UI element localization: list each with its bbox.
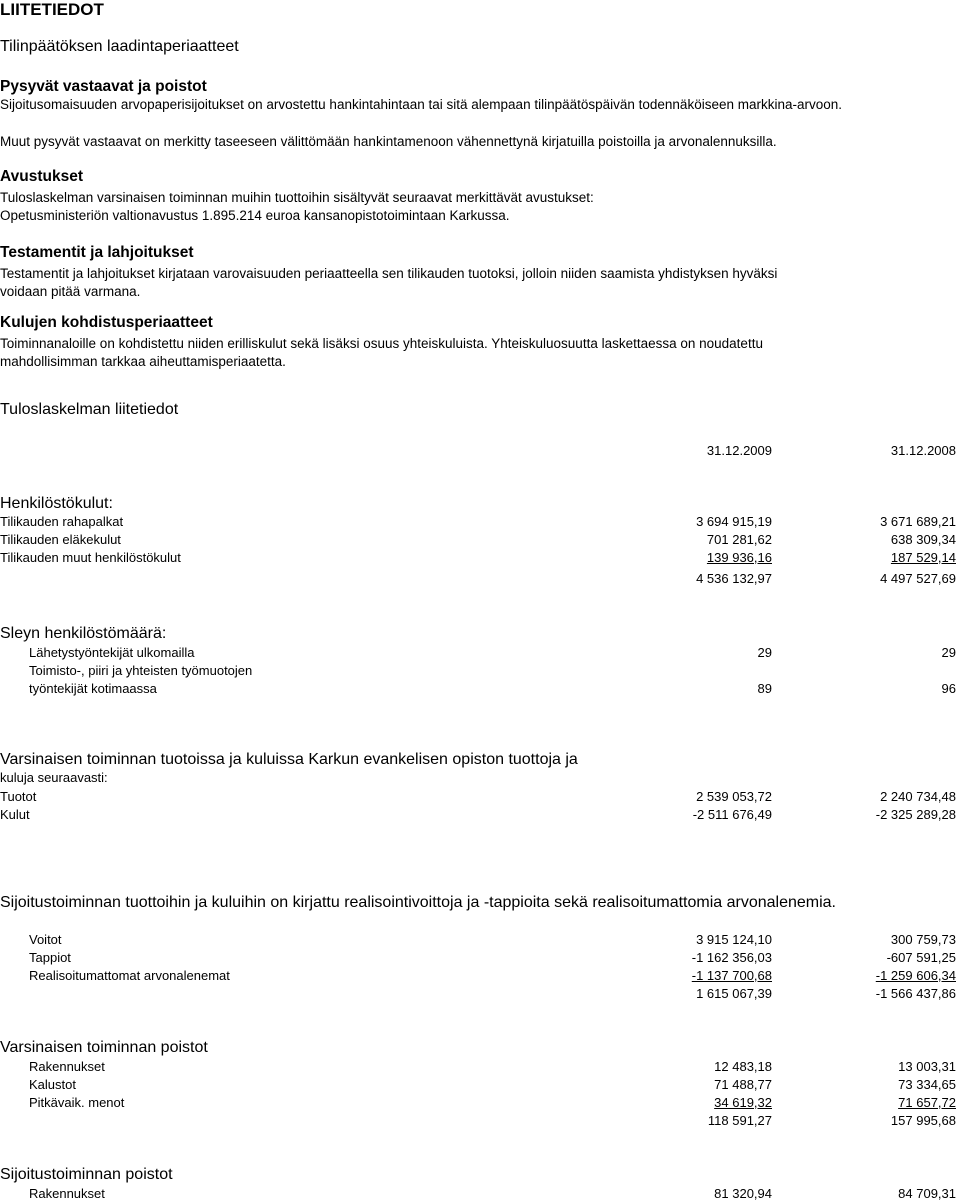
table-cell: 96 [941, 681, 956, 696]
column-header-2009: 31.12.2009 [706, 443, 772, 458]
table-row-label: Tuotot [0, 789, 37, 804]
section-heading: Testamentit ja lahjoitukset [0, 244, 194, 261]
table-cell: 300 759,73 [890, 932, 956, 947]
table-cell [820, 1095, 956, 1110]
table-row-label: Tilikauden rahapalkat [0, 514, 124, 529]
table-cell: -607 591,25 [886, 950, 956, 965]
table-row-label: työntekijät kotimaassa [29, 681, 157, 696]
notes-title: Tuloslaskelman liitetiedot [0, 401, 179, 418]
table-cell-value: 71 657,72 [898, 1095, 956, 1110]
table-cell [820, 968, 956, 983]
table-cell-value: 187 529,14 [890, 550, 956, 565]
table-cell-value: -1 137 700,68 [691, 968, 772, 983]
table-cell: 701 281,62 [706, 532, 772, 547]
table-total: 1 615 067,39 [696, 986, 772, 1001]
table-cell: 84 709,31 [898, 1186, 956, 1201]
section-heading: Pysyvät vastaavat ja poistot [0, 78, 207, 95]
table-cell [640, 968, 772, 983]
table-cell: 2 539 053,72 [696, 789, 772, 804]
section-text: mahdollisimman tarkkaa aiheuttamisperiaatetta. [0, 354, 286, 369]
table-row-label: Tappiot [29, 950, 71, 965]
table-cell-value: 34 619,32 [714, 1095, 772, 1110]
table-cell: 2 240 734,48 [880, 789, 956, 804]
table-cell: -1 162 356,03 [691, 950, 772, 965]
table-row-label: Kulut [0, 807, 30, 822]
table-row-label: Rakennukset [29, 1059, 105, 1074]
table-cell: 71 488,77 [714, 1077, 772, 1092]
table-row-label: Lähetystyöntekijät ulkomailla [29, 645, 195, 660]
section-text: Toiminnanaloille on kohdistettu niiden erilliskulut sekä lisäksi osuus yhteiskuluista. Yhteiskuluosuutta laskettaessa on noudatettu [0, 336, 763, 351]
karkku-title: Varsinaisen toiminnan tuotoissa ja kuluissa Karkun evankelisen opiston tuottoja ja [0, 751, 578, 768]
table-row-label: Voitot [29, 932, 62, 947]
table-cell-value: -1 259 606,34 [875, 968, 956, 983]
table-row-label: Rakennukset [29, 1186, 105, 1201]
table-cell: 81 320,94 [714, 1186, 772, 1201]
section-heading: Avustukset [0, 168, 83, 185]
table-row-label: Realisoitumattomat arvonalenemat [29, 968, 230, 983]
column-header-2008: 31.12.2008 [890, 443, 956, 458]
table-total: 4 536 132,97 [696, 571, 772, 586]
section-text: Tuloslaskelman varsinaisen toiminnan muihin tuottoihin sisältyvät seuraavat merkittävät avustukset: [0, 190, 594, 205]
table-cell [820, 550, 956, 565]
table-cell: 29 [757, 645, 772, 660]
table-row-label: Kalustot [29, 1077, 76, 1092]
table-cell-value: 139 936,16 [706, 550, 772, 565]
section-text: Sijoitusomaisuuden arvopaperisijoitukset on arvostettu hankintahintaan tai sitä alempaan tilinpäätöspäivän todennäköiseen markkina-arvoon. [0, 97, 843, 112]
table-cell: -2 325 289,28 [875, 807, 956, 822]
karkku-subtitle: kuluja seuraavasti: [0, 770, 108, 785]
table-cell: 13 003,31 [898, 1059, 956, 1074]
table-cell: 12 483,18 [714, 1059, 772, 1074]
table-cell [640, 550, 772, 565]
section-text: Testamentit ja lahjoitukset kirjataan varovaisuuden periaatteella sen tilikauden tuotoksi, jolloin niiden saamista yhdistyksen hyväksi [0, 266, 778, 281]
table-row-label: Tilikauden muut henkilöstökulut [0, 550, 181, 565]
table-total: 118 591,27 [707, 1113, 772, 1128]
table-cell: 29 [941, 645, 956, 660]
table-row-label: Toimisto-, piiri ja yhteisten työmuotojen [29, 663, 253, 678]
document-title: LIITETIEDOT [0, 0, 104, 19]
section-text: voidaan pitää varmana. [0, 284, 141, 299]
section-heading: Kulujen kohdistusperiaatteet [0, 314, 213, 331]
table-row-label: Pitkävaik. menot [29, 1095, 125, 1110]
sijpoistot-title: Sijoitustoiminnan poistot [0, 1166, 173, 1183]
table-cell: -2 511 676,49 [692, 807, 772, 822]
table-row-label: Tilikauden eläkekulut [0, 532, 121, 547]
henkilosto-title: Henkilöstökulut: [0, 495, 113, 512]
henkilomaara-title: Sleyn henkilöstömäärä: [0, 625, 167, 642]
table-cell [640, 1095, 772, 1110]
sijoitus-title: Sijoitustoiminnan tuottoihin ja kuluihin on kirjattu realisointivoittoja ja -tappioita sekä realisoitumattomia arvonalenemia. [0, 894, 836, 911]
table-cell: 3 671 689,21 [880, 514, 956, 529]
table-total: -1 566 437,86 [875, 986, 956, 1001]
section-text: Muut pysyvät vastaavat on merkitty taseeseen välittömään hankintamenoon vähennettynä kirjatuilla poistoilla ja arvonalennuksilla. [0, 134, 777, 149]
table-cell: 638 309,34 [890, 532, 956, 547]
table-total: 4 497 527,69 [880, 571, 956, 586]
table-cell: 3 915 124,10 [696, 932, 772, 947]
document-subtitle: Tilinpäätöksen laadintaperiaatteet [0, 38, 239, 55]
section-text: Opetusministeriön valtionavustus 1.895.214 euroa kansanopistotoimintaan Karkussa. [0, 208, 510, 223]
table-cell: 73 334,65 [898, 1077, 956, 1092]
table-cell: 3 694 915,19 [696, 514, 772, 529]
table-cell: 89 [757, 681, 772, 696]
table-total: 157 995,68 [890, 1113, 956, 1128]
poistot-title: Varsinaisen toiminnan poistot [0, 1039, 208, 1056]
